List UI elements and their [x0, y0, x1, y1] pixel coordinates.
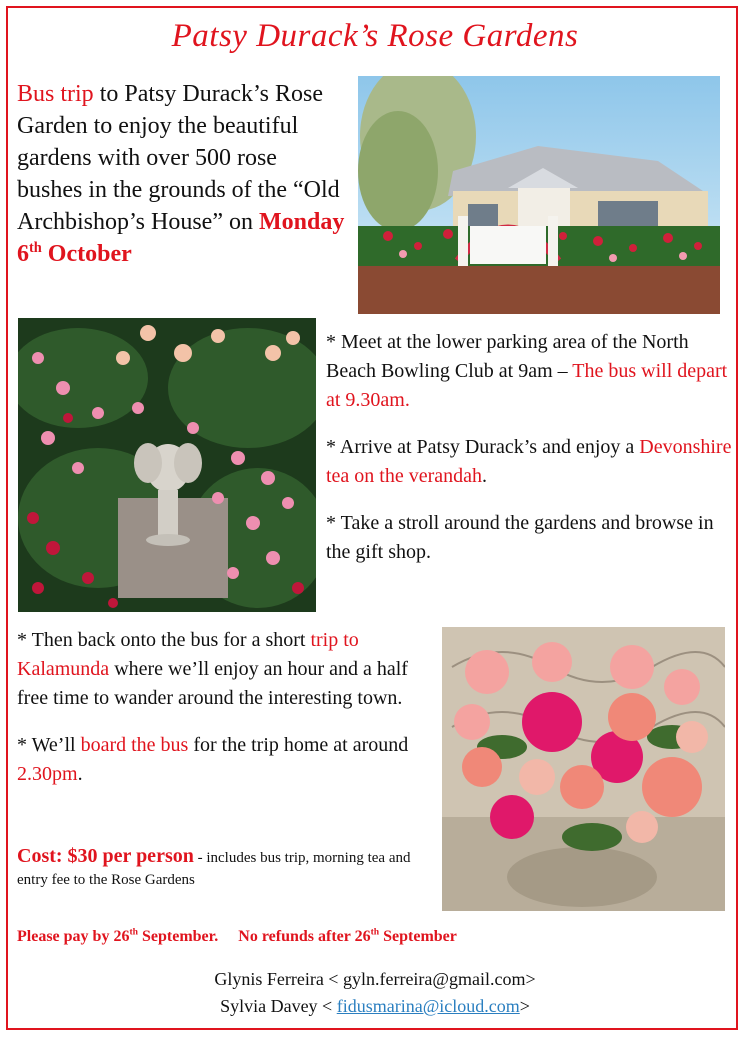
devonshire-tea-highlight: Devonshire tea on the verandah	[326, 436, 732, 487]
page-title: Patsy Durack’s Rose Gardens	[171, 18, 579, 54]
rose-bouquet-photo	[442, 627, 725, 911]
contact-glynis: Glynis Ferreira < gyln.ferreira@gmail.com>	[214, 969, 536, 989]
contact-sylvia: Sylvia Davey < fidusmarina@icloud.com>	[220, 996, 530, 1016]
payment-deadline: Please pay by 26th September. No refunds after 26th September	[17, 926, 457, 945]
glynis-email: gyln.ferreira@gmail.com	[342, 969, 526, 989]
sylvia-email-link[interactable]: fidusmarina@icloud.com	[336, 996, 520, 1016]
itinerary-list	[326, 328, 736, 585]
rose-garden-photo	[18, 318, 316, 612]
arrive-item: * Arrive at Patsy Durack’s and enjoy a Devonshire tea on the verandah.	[326, 436, 732, 487]
board-bus-highlight: board the bus	[80, 734, 189, 756]
cost-detail: - includes bus trip, morning tea and entry fee to the Rose Gardens	[17, 850, 411, 888]
cost-info	[17, 845, 437, 891]
intro-paragraph	[17, 78, 347, 270]
contacts	[0, 966, 750, 1020]
return-time-highlight: 2.30pm	[17, 763, 78, 785]
cost-label: Cost: $30 per person	[17, 845, 194, 867]
kalamunda-item: * Then back onto the bus for a short trip to Kalamunda where we’ll enjoy an hour and a half free time to wander around the interesting town.	[17, 629, 408, 709]
intro-body: to Patsy Durack’s Rose Garden to enjoy the beautiful gardens with over 500 rose bushes in the grounds of the “Old Archbishop’s House” on	[17, 81, 340, 235]
event-date: Monday 6th October	[17, 209, 345, 267]
return-itinerary	[17, 626, 427, 807]
kalamunda-highlight: trip to Kalamunda	[17, 629, 359, 680]
bus-trip-highlight: Bus trip	[17, 81, 94, 107]
departure-time-highlight: The bus will depart at 9.30am.	[326, 360, 728, 411]
meet-item: * Meet at the lower parking area of the North Beach Bowling Club at 9am – The bus will depart at 9.30am.	[326, 331, 728, 411]
stroll-item: * Take a stroll around the gardens and browse in the gift shop.	[326, 512, 714, 563]
return-item: * We’ll board the bus for the trip home at around 2.30pm.	[17, 734, 409, 785]
house-photo	[358, 76, 720, 314]
